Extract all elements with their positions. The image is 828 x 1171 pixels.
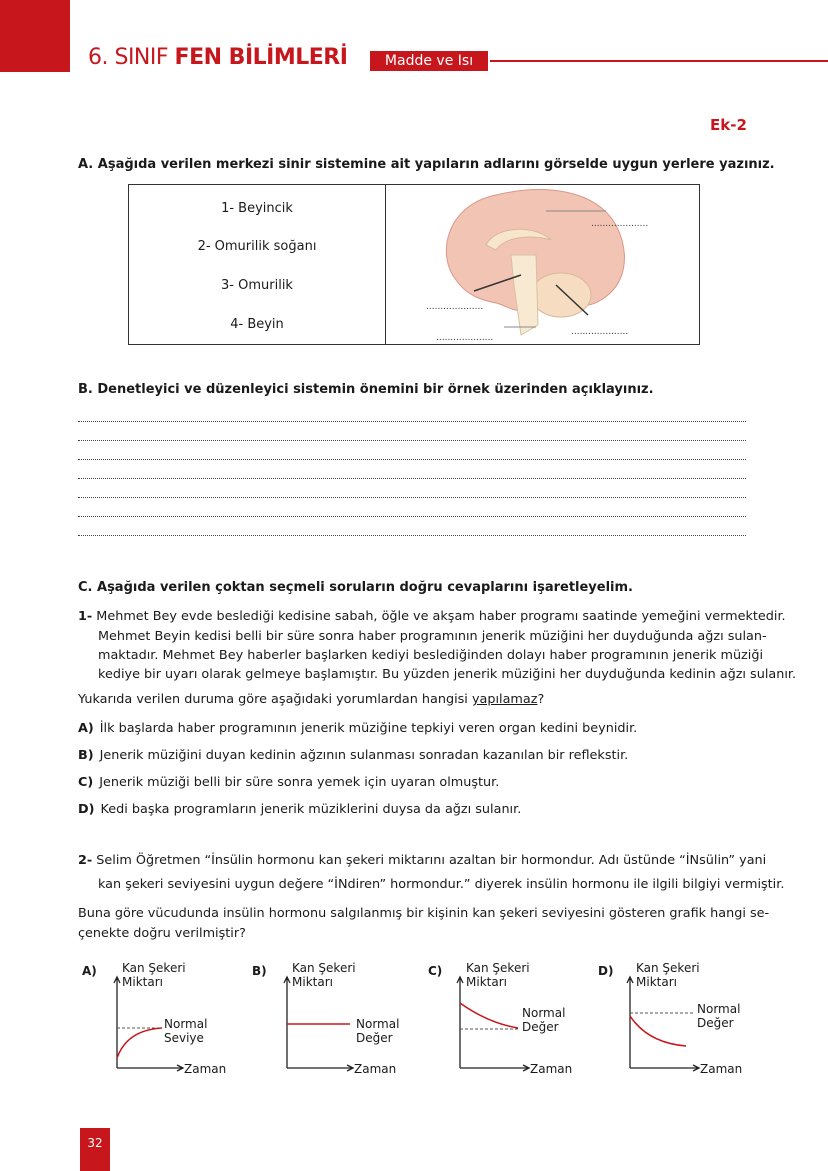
option-letter: C) xyxy=(428,964,443,978)
graph-option-b[interactable] xyxy=(252,958,422,1083)
list-item: 1- Beyincik xyxy=(221,201,293,216)
answer-line[interactable] xyxy=(78,440,746,441)
blank-label[interactable]: .................... xyxy=(571,327,629,337)
normal-label: Değer xyxy=(356,1031,393,1045)
section-b-heading: B. Denetleyici ve düzenleyici sistemin önemini bir örnek üzerinden açıklayınız. xyxy=(78,382,654,397)
option-c[interactable]: C) Jenerik müziği belli bir süre sonra yemek için uyaran olmuştur. xyxy=(78,775,500,790)
y-axis-label: Kan Şekeri xyxy=(292,961,356,975)
q1-text-line: maktadır. Mehmet Bey haberler başlarken kediyi beslediğinden dolayı haber programının jenerik müziği xyxy=(98,648,763,663)
q1-text-line: Mehmet Beyin kedisi belli bir süre sonra haber programının jenerik müziğini her duyduğunda ağzı sulan- xyxy=(98,629,767,644)
x-axis-label: Zaman xyxy=(354,1062,397,1076)
subject-label: FEN BİLİMLERİ xyxy=(174,45,348,70)
graph-option-a[interactable] xyxy=(82,958,252,1083)
x-axis-label: Zaman xyxy=(184,1062,227,1076)
blank-label[interactable]: .................... xyxy=(426,302,484,312)
option-a[interactable]: A) İlk başlarda haber programının jenerik müziğine tepkiyi veren organ kedini beynidir. xyxy=(78,721,638,736)
option-b[interactable]: B) Jenerik müziğini duyan kedinin ağzının sulanması sonradan kazanılan bir reflekstir. xyxy=(78,748,629,763)
option-letter: D) xyxy=(598,964,614,978)
brain-illustration xyxy=(386,185,700,345)
brain-table xyxy=(128,184,700,345)
option-letter: B) xyxy=(252,964,267,978)
y-axis-label: Miktarı xyxy=(122,975,163,989)
question-number: 2- xyxy=(78,853,93,868)
x-axis-label: Zaman xyxy=(700,1062,743,1076)
answer-line[interactable] xyxy=(78,421,746,422)
y-axis-label: Kan Şekeri xyxy=(636,961,700,975)
graph-option-c[interactable] xyxy=(428,958,598,1083)
blank-label[interactable]: .................... xyxy=(591,219,649,229)
list-item: 2- Omurilik soğanı xyxy=(197,239,317,254)
question-number: 1- xyxy=(78,609,93,624)
page-number: 32 xyxy=(80,1128,110,1171)
y-axis-label: Kan Şekeri xyxy=(122,961,186,975)
y-axis-label: Miktarı xyxy=(466,975,507,989)
normal-label: Normal xyxy=(356,1017,400,1031)
y-axis-label: Miktarı xyxy=(292,975,333,989)
page-title xyxy=(88,45,347,70)
list-item: 3- Omurilik xyxy=(221,278,293,293)
y-axis-label: Miktarı xyxy=(636,975,677,989)
normal-label: Değer xyxy=(522,1020,559,1034)
option-d[interactable]: D) Kedi başka programların jenerik müziklerini duysa da ağzı sulanır. xyxy=(78,802,522,817)
normal-label: Normal xyxy=(164,1017,208,1031)
answer-line[interactable] xyxy=(78,497,746,498)
q2-text-line: kan şekeri seviyesini uygun değere “İNdiren” hormondur.” diyerek insülin hormonu ile ilgili bilgiyi vermiştir. xyxy=(98,877,785,892)
graph-option-d[interactable] xyxy=(598,958,768,1083)
answer-line[interactable] xyxy=(78,516,746,517)
normal-label: Seviye xyxy=(164,1031,204,1045)
appendix-tag: Ek-2 xyxy=(710,116,747,134)
answer-line[interactable] xyxy=(78,535,746,536)
normal-label: Değer xyxy=(697,1016,734,1030)
option-letter: A) xyxy=(82,964,97,978)
section-c-heading: C. Aşağıda verilen çoktan seçmeli soruların doğru cevaplarını işaretleyelim. xyxy=(78,580,633,595)
header-rule xyxy=(490,60,828,62)
q1-question: Yukarıda verilen duruma göre aşağıdaki yorumlardan hangisi yapılamaz? xyxy=(78,692,545,707)
q1-text-line: Mehmet Bey evde beslediği kedisine sabah, öğle ve akşam haber programı saatinde yemeğini vermektedir. xyxy=(96,609,786,624)
q2-text-line: Selim Öğretmen “İnsülin hormonu kan şekeri miktarını azaltan bir hormondur. Adı üstünde “İNsülin” yani xyxy=(96,853,767,868)
q2-question: çenekte doğru verilmiştir? xyxy=(78,926,246,941)
normal-label: Normal xyxy=(697,1002,741,1016)
answer-line[interactable] xyxy=(78,478,746,479)
header-red-block xyxy=(0,0,70,72)
q2-question: Buna göre vücudunda insülin hormonu salgılanmış bir kişinin kan şekeri seviyesini gösteren grafik hangi se- xyxy=(78,906,770,921)
x-axis-label: Zaman xyxy=(530,1062,573,1076)
y-axis-label: Kan Şekeri xyxy=(466,961,530,975)
unit-badge: Madde ve Isı xyxy=(370,51,488,71)
q1-text-line: kediye bir uyarı olarak gelmeye başlamıştır. Bu yüzden jenerik müziğini her duyduğunda kedinin ağzı sulanır. xyxy=(98,667,797,682)
answer-line[interactable] xyxy=(78,459,746,460)
blank-label[interactable]: .................... xyxy=(436,333,494,343)
section-a-heading: A. Aşağıda verilen merkezi sinir sistemine ait yapıların adlarını görselde uygun yerlere yazınız. xyxy=(78,157,775,172)
list-item: 4- Beyin xyxy=(230,317,284,332)
normal-label: Normal xyxy=(522,1006,566,1020)
grade-label: 6. SINIF xyxy=(88,45,169,70)
